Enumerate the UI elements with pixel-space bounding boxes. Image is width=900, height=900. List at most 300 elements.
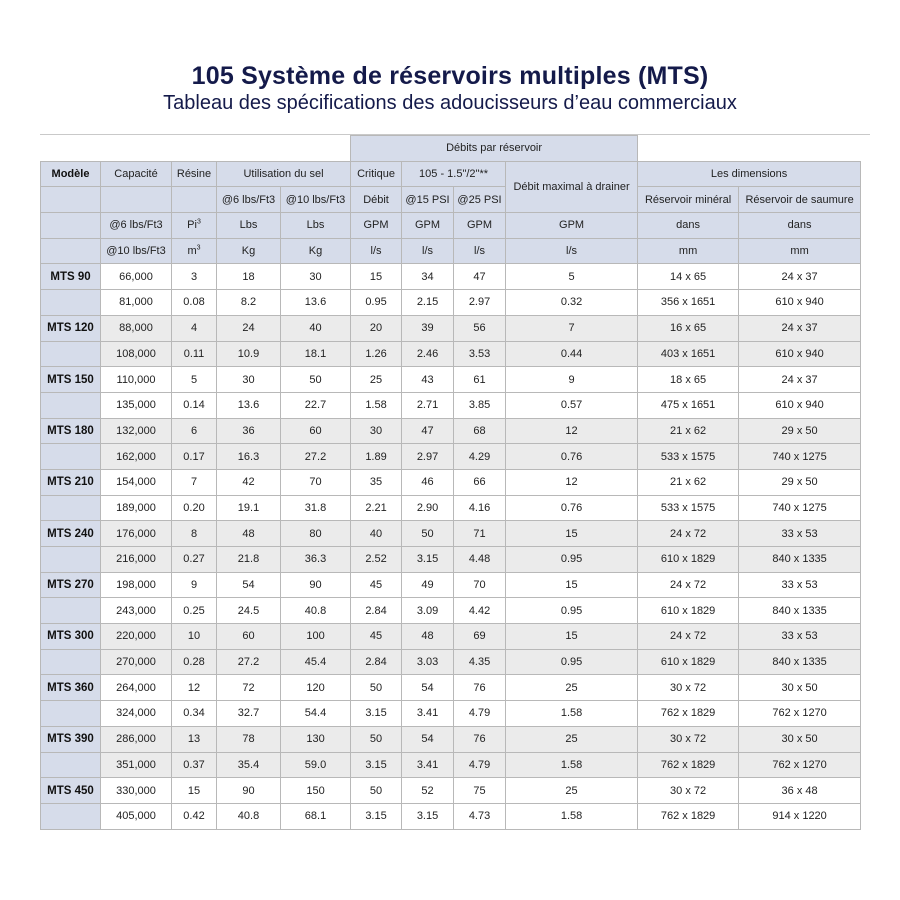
cell-psi-15-imperial: 47 bbox=[402, 418, 454, 444]
table-row bbox=[41, 392, 861, 418]
header-row-units-imperial bbox=[41, 213, 861, 239]
cell-debit-metric: 2.52 bbox=[351, 547, 402, 573]
unit-resine-exponent: 3 bbox=[196, 218, 201, 226]
header-empty bbox=[172, 187, 217, 213]
cell-psi-25-imperial: 68 bbox=[454, 418, 506, 444]
cell-debit-metric: 2.21 bbox=[351, 495, 402, 521]
model-name-empty bbox=[41, 495, 101, 521]
cell-capacite-metric: 351,000 bbox=[101, 752, 172, 778]
cell-capacite-imperial: 220,000 bbox=[101, 624, 172, 650]
cell-capacite-metric: 324,000 bbox=[101, 701, 172, 727]
cell-resine-metric: 0.25 bbox=[172, 598, 217, 624]
cell-capacite-imperial: 330,000 bbox=[101, 778, 172, 804]
cell-resine-imperial: 6 bbox=[172, 418, 217, 444]
header-utilisation-du-sel: Utilisation du sel bbox=[217, 161, 351, 187]
cell-psi-25-metric: 4.16 bbox=[454, 495, 506, 521]
cell-resine-imperial: 8 bbox=[172, 521, 217, 547]
cell-psi-15-metric: 3.41 bbox=[402, 701, 454, 727]
cell-debit-metric: 1.58 bbox=[351, 392, 402, 418]
cell-reservoir-mineral-metric: 403 x 1651 bbox=[638, 341, 739, 367]
cell-reservoir-mineral-metric: 533 x 1575 bbox=[638, 495, 739, 521]
cell-sel-10-metric: 22.7 bbox=[281, 392, 351, 418]
cell-psi-15-imperial: 48 bbox=[402, 624, 454, 650]
table-row bbox=[41, 726, 861, 752]
cell-capacite-metric: 216,000 bbox=[101, 547, 172, 573]
cell-sel-10-imperial: 130 bbox=[281, 726, 351, 752]
table-row bbox=[41, 778, 861, 804]
cell-reservoir-mineral-metric: 610 x 1829 bbox=[638, 649, 739, 675]
cell-reservoir-mineral-imperial: 21 x 62 bbox=[638, 469, 739, 495]
cell-reservoir-mineral-metric: 475 x 1651 bbox=[638, 392, 739, 418]
cell-debit-max-drainer-imperial: 15 bbox=[506, 572, 638, 598]
cell-capacite-metric: 81,000 bbox=[101, 290, 172, 316]
table-row bbox=[41, 367, 861, 393]
model-name: MTS 180 bbox=[41, 418, 101, 444]
cell-reservoir-saumure-imperial: 30 x 50 bbox=[739, 675, 861, 701]
cell-reservoir-mineral-imperial: 30 x 72 bbox=[638, 778, 739, 804]
cell-resine-metric: 0.17 bbox=[172, 444, 217, 470]
cell-debit-max-drainer-metric: 1.58 bbox=[506, 752, 638, 778]
model-name: MTS 210 bbox=[41, 469, 101, 495]
cell-capacite-metric: 108,000 bbox=[101, 341, 172, 367]
header-debit: Débit bbox=[351, 187, 402, 213]
cell-debit-max-drainer-metric: 1.58 bbox=[506, 803, 638, 829]
cell-psi-15-imperial: 52 bbox=[402, 778, 454, 804]
cell-sel-6-imperial: 78 bbox=[217, 726, 281, 752]
header-empty bbox=[41, 213, 101, 239]
header-row-columns bbox=[41, 161, 861, 187]
cell-debit-imperial: 15 bbox=[351, 264, 402, 290]
cell-reservoir-saumure-imperial: 33 x 53 bbox=[739, 624, 861, 650]
cell-debit-imperial: 20 bbox=[351, 315, 402, 341]
cell-debit-metric: 3.15 bbox=[351, 701, 402, 727]
cell-sel-6-metric: 24.5 bbox=[217, 598, 281, 624]
cell-capacite-metric: 135,000 bbox=[101, 392, 172, 418]
unit-mineral-imperial: dans bbox=[638, 213, 739, 239]
cell-debit-imperial: 40 bbox=[351, 521, 402, 547]
cell-reservoir-saumure-metric: 610 x 940 bbox=[739, 290, 861, 316]
cell-resine-metric: 0.42 bbox=[172, 803, 217, 829]
table-row bbox=[41, 341, 861, 367]
cell-capacite-imperial: 132,000 bbox=[101, 418, 172, 444]
cell-sel-6-metric: 27.2 bbox=[217, 649, 281, 675]
cell-capacite-metric: 189,000 bbox=[101, 495, 172, 521]
cell-sel-10-metric: 68.1 bbox=[281, 803, 351, 829]
model-name-empty bbox=[41, 752, 101, 778]
cell-reservoir-mineral-imperial: 21 x 62 bbox=[638, 418, 739, 444]
cell-reservoir-mineral-imperial: 18 x 65 bbox=[638, 367, 739, 393]
cell-reservoir-mineral-metric: 762 x 1829 bbox=[638, 803, 739, 829]
cell-reservoir-saumure-metric: 762 x 1270 bbox=[739, 752, 861, 778]
header-debit-max-drainer: Débit maximal à drainer bbox=[506, 161, 638, 212]
cell-debit-metric: 2.84 bbox=[351, 598, 402, 624]
cell-psi-25-metric: 4.79 bbox=[454, 752, 506, 778]
cell-debit-max-drainer-imperial: 5 bbox=[506, 264, 638, 290]
unit-debit-imperial: GPM bbox=[351, 213, 402, 239]
cell-capacite-imperial: 88,000 bbox=[101, 315, 172, 341]
unit-sel-10-metric: Kg bbox=[281, 238, 351, 264]
header-reservoir-saumure: Réservoir de saumure bbox=[739, 187, 861, 213]
table-row bbox=[41, 315, 861, 341]
cell-capacite-imperial: 154,000 bbox=[101, 469, 172, 495]
cell-reservoir-mineral-imperial: 24 x 72 bbox=[638, 624, 739, 650]
cell-debit-metric: 3.15 bbox=[351, 803, 402, 829]
cell-sel-6-imperial: 54 bbox=[217, 572, 281, 598]
cell-reservoir-saumure-metric: 610 x 940 bbox=[739, 341, 861, 367]
model-name-empty bbox=[41, 701, 101, 727]
cell-psi-25-imperial: 47 bbox=[454, 264, 506, 290]
cell-capacite-imperial: 176,000 bbox=[101, 521, 172, 547]
cell-debit-max-drainer-imperial: 12 bbox=[506, 469, 638, 495]
header-modele: Modèle bbox=[41, 161, 101, 187]
table-row bbox=[41, 675, 861, 701]
cell-sel-6-imperial: 24 bbox=[217, 315, 281, 341]
cell-psi-25-imperial: 66 bbox=[454, 469, 506, 495]
cell-debit-metric: 1.89 bbox=[351, 444, 402, 470]
cell-psi-15-metric: 2.90 bbox=[402, 495, 454, 521]
cell-reservoir-mineral-metric: 610 x 1829 bbox=[638, 547, 739, 573]
header-row-subcolumns bbox=[41, 187, 861, 213]
cell-sel-10-metric: 27.2 bbox=[281, 444, 351, 470]
cell-reservoir-saumure-imperial: 30 x 50 bbox=[739, 726, 861, 752]
cell-sel-10-imperial: 80 bbox=[281, 521, 351, 547]
cell-resine-imperial: 5 bbox=[172, 367, 217, 393]
cell-capacite-metric: 405,000 bbox=[101, 803, 172, 829]
cell-reservoir-saumure-imperial: 24 x 37 bbox=[739, 315, 861, 341]
cell-resine-imperial: 9 bbox=[172, 572, 217, 598]
unit-resine-base: m bbox=[187, 245, 197, 258]
cell-reservoir-mineral-metric: 762 x 1829 bbox=[638, 752, 739, 778]
cell-psi-25-imperial: 75 bbox=[454, 778, 506, 804]
header-spacer bbox=[41, 136, 351, 162]
cell-reservoir-saumure-metric: 740 x 1275 bbox=[739, 444, 861, 470]
cell-psi-25-imperial: 61 bbox=[454, 367, 506, 393]
table-row bbox=[41, 444, 861, 470]
cell-debit-imperial: 25 bbox=[351, 367, 402, 393]
cell-psi-25-metric: 3.85 bbox=[454, 392, 506, 418]
cell-psi-15-imperial: 46 bbox=[402, 469, 454, 495]
cell-sel-10-imperial: 70 bbox=[281, 469, 351, 495]
cell-reservoir-saumure-imperial: 29 x 50 bbox=[739, 469, 861, 495]
cell-reservoir-mineral-metric: 762 x 1829 bbox=[638, 701, 739, 727]
cell-psi-15-metric: 3.15 bbox=[402, 547, 454, 573]
cell-sel-6-metric: 32.7 bbox=[217, 701, 281, 727]
cell-reservoir-saumure-metric: 840 x 1335 bbox=[739, 649, 861, 675]
cell-sel-10-metric: 40.8 bbox=[281, 598, 351, 624]
cell-sel-6-metric: 13.6 bbox=[217, 392, 281, 418]
cell-psi-15-metric: 2.15 bbox=[402, 290, 454, 316]
cell-sel-10-imperial: 100 bbox=[281, 624, 351, 650]
model-name: MTS 300 bbox=[41, 624, 101, 650]
cell-psi-25-imperial: 70 bbox=[454, 572, 506, 598]
cell-psi-15-metric: 2.46 bbox=[402, 341, 454, 367]
model-name-empty bbox=[41, 649, 101, 675]
cell-debit-imperial: 35 bbox=[351, 469, 402, 495]
cell-debit-metric: 1.26 bbox=[351, 341, 402, 367]
page-subtitle: Tableau des spécifications des adoucisseurs d’eau commerciaux bbox=[163, 92, 737, 114]
table-row bbox=[41, 752, 861, 778]
cell-reservoir-saumure-imperial: 29 x 50 bbox=[739, 418, 861, 444]
cell-reservoir-saumure-imperial: 33 x 53 bbox=[739, 521, 861, 547]
model-name-empty bbox=[41, 803, 101, 829]
cell-psi-15-imperial: 39 bbox=[402, 315, 454, 341]
cell-debit-max-drainer-imperial: 9 bbox=[506, 367, 638, 393]
model-name: MTS 90 bbox=[41, 264, 101, 290]
cell-sel-10-imperial: 40 bbox=[281, 315, 351, 341]
unit-psi-15-imperial: GPM bbox=[402, 213, 454, 239]
unit-psi-15-metric: l/s bbox=[402, 238, 454, 264]
cell-resine-metric: 0.11 bbox=[172, 341, 217, 367]
cell-psi-15-metric: 3.41 bbox=[402, 752, 454, 778]
cell-sel-10-metric: 18.1 bbox=[281, 341, 351, 367]
cell-debit-max-drainer-imperial: 25 bbox=[506, 778, 638, 804]
cell-psi-25-metric: 4.29 bbox=[454, 444, 506, 470]
cell-resine-metric: 0.20 bbox=[172, 495, 217, 521]
cell-sel-10-imperial: 30 bbox=[281, 264, 351, 290]
cell-resine-imperial: 7 bbox=[172, 469, 217, 495]
cell-debit-max-drainer-metric: 1.58 bbox=[506, 701, 638, 727]
cell-sel-6-metric: 21.8 bbox=[217, 547, 281, 573]
cell-psi-15-imperial: 34 bbox=[402, 264, 454, 290]
header-critique: Critique bbox=[351, 161, 402, 187]
cell-debit-imperial: 50 bbox=[351, 675, 402, 701]
cell-debit-metric: 3.15 bbox=[351, 752, 402, 778]
cell-reservoir-saumure-imperial: 33 x 53 bbox=[739, 572, 861, 598]
model-name: MTS 240 bbox=[41, 521, 101, 547]
model-name-empty bbox=[41, 444, 101, 470]
cell-psi-15-imperial: 49 bbox=[402, 572, 454, 598]
unit-resine-base: Pi bbox=[187, 219, 197, 232]
cell-psi-15-metric: 2.97 bbox=[402, 444, 454, 470]
cell-sel-6-imperial: 90 bbox=[217, 778, 281, 804]
cell-capacite-imperial: 198,000 bbox=[101, 572, 172, 598]
cell-reservoir-saumure-metric: 762 x 1270 bbox=[739, 701, 861, 727]
header-empty bbox=[41, 187, 101, 213]
cell-reservoir-saumure-metric: 840 x 1335 bbox=[739, 598, 861, 624]
cell-capacite-metric: 270,000 bbox=[101, 649, 172, 675]
cell-debit-max-drainer-imperial: 25 bbox=[506, 726, 638, 752]
cell-psi-15-metric: 2.71 bbox=[402, 392, 454, 418]
cell-sel-10-imperial: 50 bbox=[281, 367, 351, 393]
header-spacer-right bbox=[638, 136, 861, 162]
unit-capacite-metric: @10 lbs/Ft3 bbox=[101, 238, 172, 264]
cell-psi-25-imperial: 76 bbox=[454, 675, 506, 701]
cell-sel-6-metric: 40.8 bbox=[217, 803, 281, 829]
cell-sel-10-metric: 13.6 bbox=[281, 290, 351, 316]
cell-reservoir-mineral-metric: 610 x 1829 bbox=[638, 598, 739, 624]
header-nozzle-105: 105 - 1.5"/2"** bbox=[402, 161, 506, 187]
cell-debit-imperial: 50 bbox=[351, 778, 402, 804]
model-name: MTS 450 bbox=[41, 778, 101, 804]
cell-sel-6-imperial: 72 bbox=[217, 675, 281, 701]
header-resine: Résine bbox=[172, 161, 217, 187]
cell-psi-15-metric: 3.03 bbox=[402, 649, 454, 675]
header-psi-25: @25 PSI bbox=[454, 187, 506, 213]
cell-debit-max-drainer-imperial: 25 bbox=[506, 675, 638, 701]
cell-psi-25-metric: 4.35 bbox=[454, 649, 506, 675]
cell-capacite-imperial: 66,000 bbox=[101, 264, 172, 290]
cell-psi-15-imperial: 43 bbox=[402, 367, 454, 393]
header-empty bbox=[101, 187, 172, 213]
cell-resine-metric: 0.08 bbox=[172, 290, 217, 316]
cell-psi-15-metric: 3.15 bbox=[402, 803, 454, 829]
cell-debit-max-drainer-metric: 0.95 bbox=[506, 649, 638, 675]
cell-reservoir-mineral-imperial: 14 x 65 bbox=[638, 264, 739, 290]
cell-debit-imperial: 50 bbox=[351, 726, 402, 752]
cell-reservoir-mineral-imperial: 30 x 72 bbox=[638, 675, 739, 701]
unit-resine-imperial bbox=[172, 213, 217, 239]
cell-debit-imperial: 45 bbox=[351, 624, 402, 650]
cell-psi-15-metric: 3.09 bbox=[402, 598, 454, 624]
table-row bbox=[41, 547, 861, 573]
cell-sel-6-metric: 10.9 bbox=[217, 341, 281, 367]
cell-reservoir-mineral-imperial: 30 x 72 bbox=[638, 726, 739, 752]
header-reservoir-mineral: Réservoir minéral bbox=[638, 187, 739, 213]
unit-psi-25-imperial: GPM bbox=[454, 213, 506, 239]
cell-sel-6-metric: 16.3 bbox=[217, 444, 281, 470]
cell-sel-10-metric: 36.3 bbox=[281, 547, 351, 573]
unit-saumure-metric: mm bbox=[739, 238, 861, 264]
cell-debit-imperial: 30 bbox=[351, 418, 402, 444]
table-row bbox=[41, 624, 861, 650]
cell-capacite-imperial: 110,000 bbox=[101, 367, 172, 393]
cell-reservoir-saumure-imperial: 36 x 48 bbox=[739, 778, 861, 804]
cell-resine-imperial: 3 bbox=[172, 264, 217, 290]
cell-resine-metric: 0.37 bbox=[172, 752, 217, 778]
cell-debit-max-drainer-imperial: 7 bbox=[506, 315, 638, 341]
table-row bbox=[41, 598, 861, 624]
cell-psi-25-metric: 4.73 bbox=[454, 803, 506, 829]
cell-sel-10-metric: 45.4 bbox=[281, 649, 351, 675]
cell-sel-10-metric: 59.0 bbox=[281, 752, 351, 778]
cell-sel-6-imperial: 60 bbox=[217, 624, 281, 650]
cell-debit-imperial: 45 bbox=[351, 572, 402, 598]
cell-reservoir-mineral-imperial: 24 x 72 bbox=[638, 521, 739, 547]
cell-resine-metric: 0.34 bbox=[172, 701, 217, 727]
table-row bbox=[41, 649, 861, 675]
cell-sel-10-imperial: 120 bbox=[281, 675, 351, 701]
title-block bbox=[0, 62, 900, 115]
cell-reservoir-saumure-metric: 740 x 1275 bbox=[739, 495, 861, 521]
model-name-empty bbox=[41, 341, 101, 367]
unit-resine-exponent: 3 bbox=[196, 244, 201, 252]
cell-debit-max-drainer-metric: 0.76 bbox=[506, 495, 638, 521]
cell-sel-6-metric: 35.4 bbox=[217, 752, 281, 778]
cell-resine-imperial: 10 bbox=[172, 624, 217, 650]
cell-resine-metric: 0.14 bbox=[172, 392, 217, 418]
unit-mineral-metric: mm bbox=[638, 238, 739, 264]
cell-sel-10-imperial: 90 bbox=[281, 572, 351, 598]
cell-resine-metric: 0.27 bbox=[172, 547, 217, 573]
cell-debit-max-drainer-metric: 0.57 bbox=[506, 392, 638, 418]
cell-psi-25-metric: 4.79 bbox=[454, 701, 506, 727]
model-name-empty bbox=[41, 547, 101, 573]
unit-resine-metric bbox=[172, 238, 217, 264]
cell-debit-max-drainer-metric: 0.76 bbox=[506, 444, 638, 470]
cell-psi-25-imperial: 69 bbox=[454, 624, 506, 650]
cell-psi-25-metric: 2.97 bbox=[454, 290, 506, 316]
unit-saumure-imperial: dans bbox=[739, 213, 861, 239]
cell-debit-max-drainer-metric: 0.32 bbox=[506, 290, 638, 316]
cell-capacite-metric: 243,000 bbox=[101, 598, 172, 624]
specifications-table bbox=[40, 135, 861, 830]
model-name: MTS 270 bbox=[41, 572, 101, 598]
cell-psi-25-imperial: 56 bbox=[454, 315, 506, 341]
cell-reservoir-saumure-metric: 840 x 1335 bbox=[739, 547, 861, 573]
cell-sel-6-imperial: 18 bbox=[217, 264, 281, 290]
table-row bbox=[41, 521, 861, 547]
model-name: MTS 360 bbox=[41, 675, 101, 701]
header-les-dimensions: Les dimensions bbox=[638, 161, 861, 187]
cell-psi-15-imperial: 50 bbox=[402, 521, 454, 547]
cell-resine-imperial: 4 bbox=[172, 315, 217, 341]
cell-reservoir-mineral-imperial: 24 x 72 bbox=[638, 572, 739, 598]
cell-debit-metric: 0.95 bbox=[351, 290, 402, 316]
cell-resine-imperial: 15 bbox=[172, 778, 217, 804]
header-row-units-metric bbox=[41, 238, 861, 264]
header-debits-par-reservoir: Débits par réservoir bbox=[351, 136, 638, 162]
cell-sel-10-imperial: 150 bbox=[281, 778, 351, 804]
cell-reservoir-mineral-metric: 533 x 1575 bbox=[638, 444, 739, 470]
table-row bbox=[41, 803, 861, 829]
cell-psi-15-imperial: 54 bbox=[402, 726, 454, 752]
cell-capacite-imperial: 264,000 bbox=[101, 675, 172, 701]
unit-psi-25-metric: l/s bbox=[454, 238, 506, 264]
cell-reservoir-mineral-imperial: 16 x 65 bbox=[638, 315, 739, 341]
table-row bbox=[41, 495, 861, 521]
cell-psi-25-imperial: 76 bbox=[454, 726, 506, 752]
cell-debit-max-drainer-imperial: 15 bbox=[506, 624, 638, 650]
table-row bbox=[41, 572, 861, 598]
cell-sel-6-imperial: 30 bbox=[217, 367, 281, 393]
cell-resine-imperial: 13 bbox=[172, 726, 217, 752]
table-row bbox=[41, 264, 861, 290]
model-name-empty bbox=[41, 392, 101, 418]
cell-capacite-metric: 162,000 bbox=[101, 444, 172, 470]
cell-sel-10-metric: 54.4 bbox=[281, 701, 351, 727]
cell-debit-metric: 2.84 bbox=[351, 649, 402, 675]
header-row-group bbox=[41, 136, 861, 162]
cell-reservoir-saumure-metric: 914 x 1220 bbox=[739, 803, 861, 829]
unit-debit-metric: l/s bbox=[351, 238, 402, 264]
model-name: MTS 390 bbox=[41, 726, 101, 752]
cell-sel-6-imperial: 48 bbox=[217, 521, 281, 547]
cell-reservoir-mineral-metric: 356 x 1651 bbox=[638, 290, 739, 316]
unit-sel-6-imperial: Lbs bbox=[217, 213, 281, 239]
cell-debit-max-drainer-metric: 0.95 bbox=[506, 598, 638, 624]
model-name: MTS 150 bbox=[41, 367, 101, 393]
cell-psi-25-metric: 3.53 bbox=[454, 341, 506, 367]
unit-capacite-imperial: @6 lbs/Ft3 bbox=[101, 213, 172, 239]
header-sel-10: @10 lbs/Ft3 bbox=[281, 187, 351, 213]
header-sel-6: @6 lbs/Ft3 bbox=[217, 187, 281, 213]
model-name-empty bbox=[41, 598, 101, 624]
cell-reservoir-saumure-imperial: 24 x 37 bbox=[739, 367, 861, 393]
cell-debit-max-drainer-imperial: 15 bbox=[506, 521, 638, 547]
cell-capacite-imperial: 286,000 bbox=[101, 726, 172, 752]
header-empty bbox=[41, 238, 101, 264]
table-row bbox=[41, 290, 861, 316]
cell-psi-15-imperial: 54 bbox=[402, 675, 454, 701]
cell-debit-max-drainer-metric: 0.44 bbox=[506, 341, 638, 367]
unit-sel-6-metric: Kg bbox=[217, 238, 281, 264]
table-row bbox=[41, 418, 861, 444]
header-capacite: Capacité bbox=[101, 161, 172, 187]
cell-sel-6-metric: 19.1 bbox=[217, 495, 281, 521]
cell-sel-6-imperial: 42 bbox=[217, 469, 281, 495]
cell-psi-25-metric: 4.48 bbox=[454, 547, 506, 573]
cell-debit-max-drainer-metric: 0.95 bbox=[506, 547, 638, 573]
